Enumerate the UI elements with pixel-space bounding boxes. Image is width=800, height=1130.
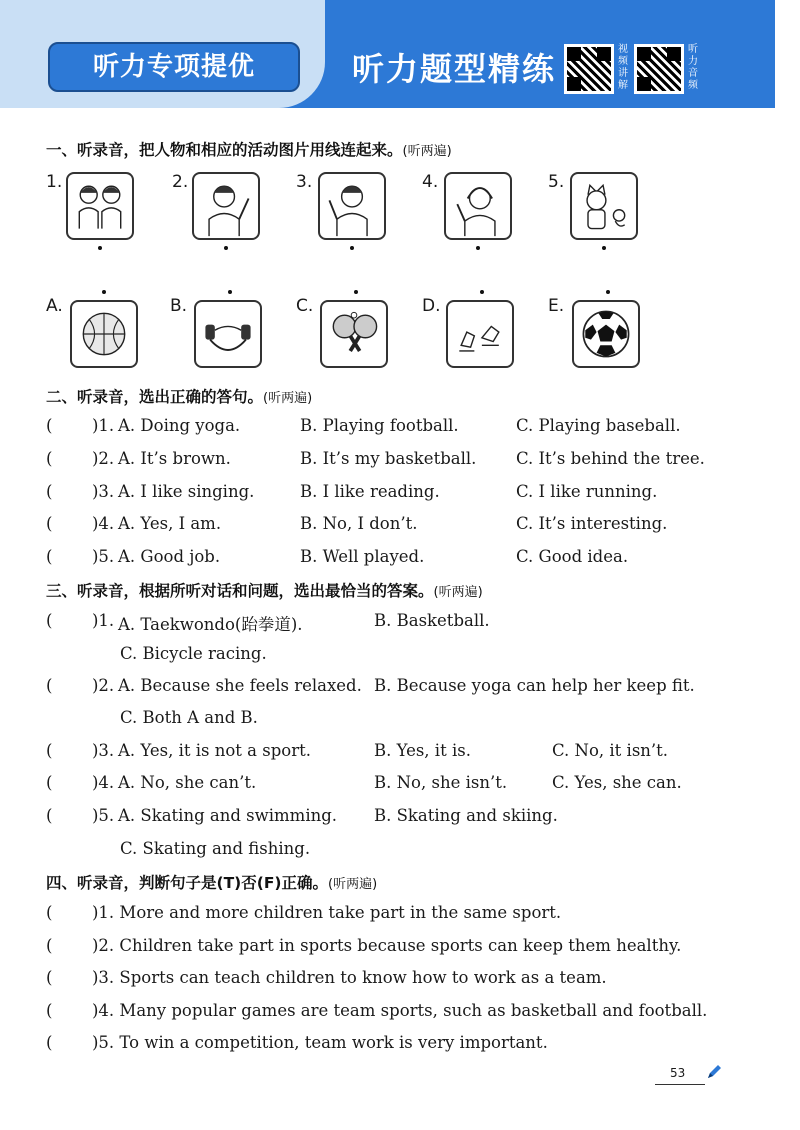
option-c: C. I like running. bbox=[516, 482, 658, 501]
question-number: )1. bbox=[92, 416, 115, 435]
picture-number: 3. bbox=[296, 172, 313, 192]
option-c: C. Both A and B. bbox=[120, 708, 258, 727]
answer-bracket[interactable]: ( bbox=[46, 547, 53, 566]
option-b: B. Playing football. bbox=[300, 416, 459, 435]
question-number: )2. bbox=[92, 676, 115, 695]
option-a: A. Because she feels relaxed. bbox=[118, 676, 362, 695]
answer-bracket[interactable]: ( bbox=[46, 449, 53, 468]
option-c: C. It’s interesting. bbox=[516, 514, 668, 533]
match-dot[interactable] bbox=[224, 246, 228, 250]
question-number: )1. bbox=[92, 611, 115, 630]
picture-number: 4. bbox=[422, 172, 439, 192]
qr-label-audio: 听力音频 bbox=[688, 44, 698, 91]
statement: )4. Many popular games are team sports, such as basketball and football. bbox=[92, 1001, 708, 1020]
pencil-icon bbox=[706, 1064, 722, 1080]
question-number: )3. bbox=[92, 741, 115, 760]
answer-bracket[interactable]: ( bbox=[46, 611, 53, 630]
qr-label-video: 视频讲解 bbox=[618, 44, 628, 91]
skates-icon bbox=[446, 300, 514, 368]
cat-and-mouse-icon bbox=[570, 172, 638, 240]
basketball-icon bbox=[70, 300, 138, 368]
match-dot[interactable] bbox=[476, 246, 480, 250]
section1-title: 一、听录音，把人物和相应的活动图片用线连起来。(听两遍) bbox=[46, 141, 452, 159]
match-dot[interactable] bbox=[228, 290, 232, 294]
option-b: B. No, I don’t. bbox=[300, 514, 418, 533]
option-b: B. Basketball. bbox=[374, 611, 490, 630]
match-dot[interactable] bbox=[354, 290, 358, 294]
answer-bracket[interactable]: ( bbox=[46, 482, 53, 501]
question-number: )4. bbox=[92, 773, 115, 792]
picture-letter: C. bbox=[296, 296, 314, 316]
option-b: B. Yes, it is. bbox=[374, 741, 471, 760]
option-a: A. Doing yoga. bbox=[118, 416, 241, 435]
statement: )2. Children take part in sports because sports can keep them healthy. bbox=[92, 936, 682, 955]
header-title: 听力题型精练 bbox=[352, 50, 557, 88]
answer-bracket[interactable]: ( bbox=[46, 741, 53, 760]
section4-title: 四、听录音，判断句子是(T)否(F)正确。(听两遍) bbox=[46, 874, 378, 892]
option-b: B. Well played. bbox=[300, 547, 425, 566]
option-c: C. No, it isn’t. bbox=[552, 741, 669, 760]
option-c: C. Playing baseball. bbox=[516, 416, 681, 435]
option-c: C. It’s behind the tree. bbox=[516, 449, 705, 468]
answer-bracket[interactable]: ( bbox=[46, 773, 53, 792]
option-c: C. Bicycle racing. bbox=[120, 644, 267, 663]
option-b: B. Skating and skiing. bbox=[374, 806, 558, 825]
option-a: A. No, she can’t. bbox=[118, 773, 257, 792]
option-a: A. Yes, it is not a sport. bbox=[118, 741, 311, 760]
two-children-icon bbox=[66, 172, 134, 240]
match-dot[interactable] bbox=[102, 290, 106, 294]
statement: )5. To win a competition, team work is very important. bbox=[92, 1033, 548, 1052]
option-b: B. I like reading. bbox=[300, 482, 440, 501]
question-number: )3. bbox=[92, 482, 115, 501]
option-c: C. Yes, she can. bbox=[552, 773, 682, 792]
boy-waving-icon bbox=[192, 172, 260, 240]
option-a: A. Skating and swimming. bbox=[118, 806, 338, 825]
header-tag: 听力专项提优 bbox=[48, 42, 300, 92]
picture-letter: D. bbox=[422, 296, 441, 316]
question-number: )4. bbox=[92, 514, 115, 533]
answer-bracket[interactable]: ( bbox=[46, 676, 53, 695]
answer-bracket[interactable]: ( bbox=[46, 903, 53, 922]
girl-waving-icon bbox=[444, 172, 512, 240]
match-dot[interactable] bbox=[480, 290, 484, 294]
statement: )3. Sports can teach children to know how to work as a team. bbox=[92, 968, 607, 987]
option-a: A. I like singing. bbox=[118, 482, 255, 501]
match-dot[interactable] bbox=[98, 246, 102, 250]
option-b: B. It’s my basketball. bbox=[300, 449, 477, 468]
option-a: A. It’s brown. bbox=[118, 449, 231, 468]
match-dot[interactable] bbox=[350, 246, 354, 250]
section3-title: 三、听录音，根据所听对话和问题，选出最恰当的答案。(听两遍) bbox=[46, 582, 483, 600]
football-icon bbox=[572, 300, 640, 368]
option-b: B. Because yoga can help her keep fit. bbox=[374, 676, 695, 695]
option-a: A. Good job. bbox=[118, 547, 221, 566]
boy-waving-icon bbox=[318, 172, 386, 240]
question-number: )2. bbox=[92, 449, 115, 468]
page-number: 53 bbox=[670, 1066, 686, 1080]
option-c: C. Skating and fishing. bbox=[120, 839, 311, 858]
answer-bracket[interactable]: ( bbox=[46, 514, 53, 533]
option-a: A. Yes, I am. bbox=[118, 514, 222, 533]
header-banner bbox=[0, 0, 775, 108]
option-a: A. Taekwondo(跆拳道). bbox=[118, 615, 303, 634]
picture-letter: E. bbox=[548, 296, 565, 316]
answer-bracket[interactable]: ( bbox=[46, 1033, 53, 1052]
answer-bracket[interactable]: ( bbox=[46, 968, 53, 987]
section2-title: 二、听录音，选出正确的答句。(听两遍) bbox=[46, 388, 313, 406]
ping-pong-icon bbox=[320, 300, 388, 368]
picture-number: 5. bbox=[548, 172, 565, 192]
option-c: C. Good idea. bbox=[516, 547, 629, 566]
picture-letter: A. bbox=[46, 296, 63, 316]
answer-bracket[interactable]: ( bbox=[46, 936, 53, 955]
match-dot[interactable] bbox=[602, 246, 606, 250]
question-number: )5. bbox=[92, 547, 115, 566]
picture-number: 2. bbox=[172, 172, 189, 192]
answer-bracket[interactable]: ( bbox=[46, 806, 53, 825]
match-dot[interactable] bbox=[606, 290, 610, 294]
answer-bracket[interactable]: ( bbox=[46, 1001, 53, 1020]
option-b: B. No, she isn’t. bbox=[374, 773, 508, 792]
answer-bracket[interactable]: ( bbox=[46, 416, 53, 435]
picture-number: 1. bbox=[46, 172, 63, 192]
statement: )1. More and more children take part in the same sport. bbox=[92, 903, 562, 922]
jump-rope-icon bbox=[194, 300, 262, 368]
qr-code-icon[interactable] bbox=[564, 44, 614, 94]
qr-code-icon[interactable] bbox=[634, 44, 684, 94]
page-number-rule bbox=[655, 1084, 705, 1085]
question-number: )5. bbox=[92, 806, 115, 825]
picture-letter: B. bbox=[170, 296, 188, 316]
